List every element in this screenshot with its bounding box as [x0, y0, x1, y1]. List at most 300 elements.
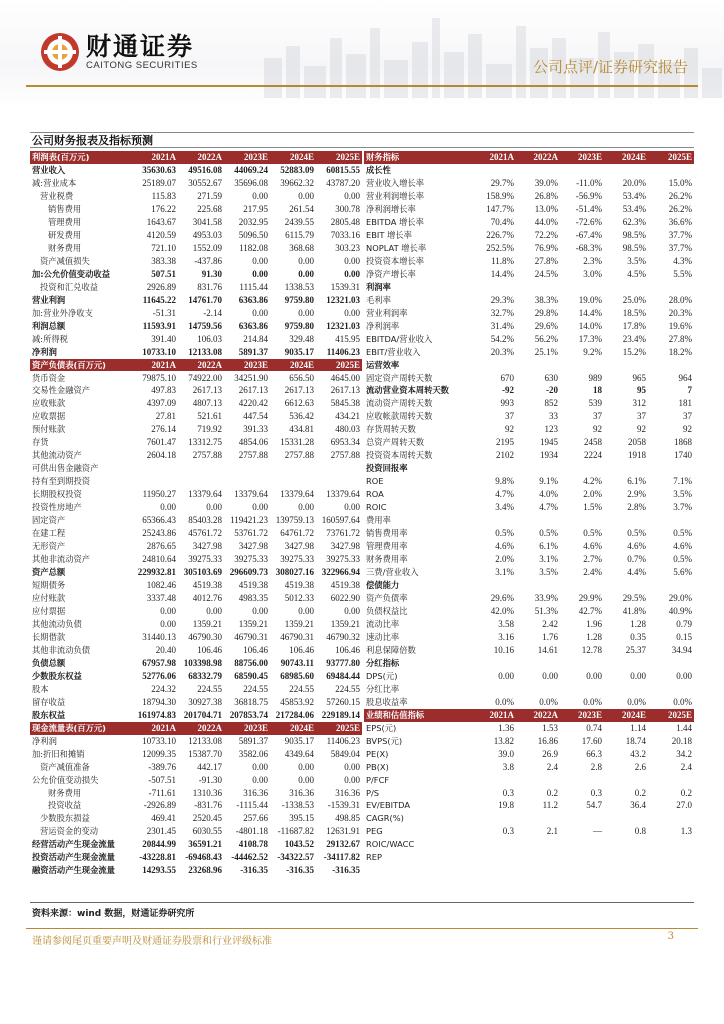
- row-label: 经营活动产生现金流量: [32, 839, 115, 850]
- row-value: [648, 774, 694, 787]
- row-value: [560, 683, 604, 696]
- table-row: [364, 307, 694, 320]
- row-value: -1115.44: [236, 800, 268, 811]
- row-value: —: [593, 826, 602, 837]
- table-row: [30, 592, 362, 605]
- row-value: 4220.42: [238, 398, 268, 409]
- row-value: [604, 462, 648, 475]
- source-note: 资料来源：wind 数据，财通证券研究所: [32, 909, 195, 919]
- table-row: [30, 670, 362, 683]
- row-value: -1539.31: [327, 800, 360, 811]
- row-value: 296609.73: [229, 567, 268, 578]
- row-label: 投资回报率: [366, 463, 408, 474]
- row-value: 498.85: [335, 813, 360, 824]
- row-value: 469.41: [151, 813, 176, 824]
- row-value: 226.7%: [486, 229, 514, 240]
- row-value: 271.59: [197, 190, 222, 201]
- row-value: 224.55: [197, 683, 222, 694]
- row-value: 25.0%: [622, 294, 646, 305]
- row-value: [516, 851, 560, 864]
- row-value: 2.4: [680, 761, 692, 772]
- row-value: 106.46: [335, 644, 360, 655]
- row-value: 24810.64: [142, 554, 176, 565]
- row-value: 0.35: [630, 631, 646, 642]
- row-value: [132, 475, 178, 488]
- row-value: 6030.55: [192, 826, 222, 837]
- section-title: 公司财务报表及指标预测: [30, 132, 694, 148]
- year-column-header: 2023E: [224, 359, 270, 372]
- row-value: 36818.75: [234, 696, 268, 707]
- financial-indicators-table: [364, 151, 694, 864]
- table-header-row: [364, 151, 694, 164]
- row-value: 442.17: [197, 761, 222, 772]
- row-value: 15331.28: [280, 437, 314, 448]
- row-label: 资产负债率: [366, 592, 408, 603]
- table-row: [30, 644, 362, 657]
- row-label: 加:折旧和摊销: [32, 748, 85, 759]
- row-value: 3.5%: [673, 489, 692, 500]
- row-label: 融资活动产生现金流量: [32, 865, 115, 876]
- row-value: [648, 812, 694, 825]
- row-value: 1.28: [630, 618, 646, 629]
- row-value: 9035.17: [284, 735, 314, 746]
- row-value: 964: [678, 372, 692, 383]
- row-value: 0.00: [630, 670, 646, 681]
- row-value: 20844.99: [142, 839, 176, 850]
- row-value: 5845.38: [330, 398, 360, 409]
- row-value: 2617.13: [192, 385, 222, 396]
- row-value: 630: [544, 372, 558, 383]
- table-header-row: [30, 722, 362, 735]
- table-row: [364, 190, 694, 203]
- row-value: 11950.27: [142, 489, 176, 500]
- row-value: [224, 475, 270, 488]
- row-value: -437.86: [194, 255, 222, 266]
- row-label: CAGR(%): [366, 813, 404, 824]
- table-row: [30, 579, 362, 592]
- row-value: 0.00: [252, 761, 268, 772]
- row-value: 35630.63: [142, 165, 176, 175]
- row-value: 0.74: [586, 722, 602, 733]
- row-value: 44.0%: [534, 216, 558, 227]
- row-value: [560, 462, 604, 475]
- table-row: [364, 696, 694, 709]
- row-label: EV/EBITDA: [366, 800, 411, 811]
- row-value: 88756.00: [234, 657, 268, 668]
- row-value: 92: [683, 424, 692, 435]
- row-value: 53.4%: [622, 190, 646, 201]
- row-value: 305103.69: [183, 567, 222, 578]
- row-value: 0.00: [252, 307, 268, 318]
- row-value: 46790.31: [280, 631, 314, 642]
- year-column-header: 2025E: [648, 151, 694, 164]
- row-value: 4120.59: [146, 229, 176, 240]
- row-value: 1359.21: [192, 618, 222, 629]
- table-row: [364, 657, 694, 670]
- table-row: [30, 683, 362, 696]
- row-value: 4854.06: [238, 437, 268, 448]
- row-value: [472, 164, 516, 177]
- row-value: 4349.64: [284, 748, 314, 759]
- row-value: 14.61: [537, 644, 558, 655]
- row-value: 4953.03: [192, 229, 222, 240]
- table-row: [30, 333, 362, 346]
- row-value: 225.68: [197, 203, 222, 214]
- row-label: 销售费用: [48, 203, 82, 214]
- row-value: 17.3%: [578, 333, 602, 344]
- row-value: 0.00: [298, 190, 314, 201]
- row-value: 4645.00: [330, 372, 360, 383]
- row-value: 26.2%: [668, 203, 692, 214]
- row-value: 0.00: [298, 307, 314, 318]
- table-header-title: 财务指标: [364, 151, 472, 164]
- row-value: 12099.35: [142, 748, 176, 759]
- row-value: 19.0%: [578, 294, 602, 305]
- row-value: 158.9%: [486, 190, 514, 201]
- row-label: 投资和汇兑收益: [40, 281, 99, 292]
- row-value: 26.8%: [534, 190, 558, 201]
- row-value: 0.00: [298, 774, 314, 785]
- row-value: 74922.00: [188, 372, 222, 383]
- row-value: 0.2: [634, 787, 646, 798]
- row-value: [516, 657, 560, 670]
- row-value: 0.5%: [627, 528, 646, 539]
- table-row: [30, 229, 362, 242]
- row-label: 股本: [32, 683, 49, 694]
- row-value: 60815.55: [326, 165, 360, 175]
- row-value: 9.8%: [495, 476, 514, 487]
- row-value: 1359.21: [330, 618, 360, 629]
- row-value: 2.8%: [627, 502, 646, 513]
- row-value: 4.3%: [673, 255, 692, 266]
- row-value: [472, 774, 516, 787]
- row-value: [560, 812, 604, 825]
- year-column-header: 2023E: [560, 151, 604, 164]
- row-value: [560, 164, 604, 177]
- table-row: [364, 488, 694, 501]
- row-value: -2926.89: [143, 800, 176, 811]
- row-value: 4012.76: [192, 592, 222, 603]
- row-value: 72.2%: [534, 229, 558, 240]
- row-value: 147.7%: [486, 203, 514, 214]
- row-value: [516, 514, 560, 527]
- row-value: 0.3: [590, 787, 602, 798]
- row-value: [604, 851, 648, 864]
- row-value: 28.0%: [668, 294, 692, 305]
- table-row: [364, 501, 694, 514]
- row-value: 3041.58: [192, 216, 222, 227]
- row-value: 4807.13: [192, 398, 222, 409]
- row-value: [472, 812, 516, 825]
- row-label: 应收票据: [32, 411, 66, 422]
- row-label: 净利润率: [366, 320, 400, 331]
- row-value: 9.1%: [539, 476, 558, 487]
- row-value: 90743.11: [280, 657, 314, 668]
- table-row: [364, 177, 694, 190]
- row-value: 11406.23: [326, 735, 360, 746]
- row-value: 76.9%: [534, 242, 558, 253]
- row-value: 3.58: [498, 618, 514, 629]
- table-row: [30, 812, 362, 825]
- row-value: 0.2: [546, 787, 558, 798]
- row-value: 37.7%: [668, 242, 692, 253]
- table-row: [364, 799, 694, 812]
- row-value: 11406.23: [326, 346, 360, 357]
- table-row: [364, 449, 694, 462]
- row-label: ROIC: [366, 502, 387, 513]
- table-row: [30, 410, 362, 423]
- row-value: 0.00: [344, 268, 360, 279]
- row-value: 0.00: [344, 307, 360, 318]
- row-value: [224, 462, 270, 475]
- row-value: 0.0%: [673, 696, 692, 707]
- row-value: 6363.86: [238, 320, 268, 331]
- row-value: 5891.37: [238, 346, 268, 357]
- table-row: [30, 462, 362, 475]
- row-value: 2520.45: [192, 813, 222, 824]
- table-row: [30, 281, 362, 294]
- row-value: 2617.13: [284, 385, 314, 396]
- row-value: [316, 475, 362, 488]
- row-value: 0.7%: [627, 554, 646, 565]
- row-value: 0.0%: [539, 696, 558, 707]
- row-value: 3427.98: [192, 541, 222, 552]
- table-row: [30, 488, 362, 501]
- row-value: 2.7%: [583, 554, 602, 565]
- row-value: 106.46: [289, 644, 314, 655]
- row-label: 股息收益率: [366, 696, 408, 707]
- row-value: 2.6: [634, 761, 646, 772]
- row-value: 30927.38: [188, 696, 222, 707]
- row-value: 1043.52: [284, 839, 314, 850]
- row-value: [604, 359, 648, 372]
- row-value: 42.0%: [490, 605, 514, 616]
- row-value: 54.7: [586, 800, 602, 811]
- row-value: 27.8%: [668, 333, 692, 344]
- row-value: 4.0%: [539, 489, 558, 500]
- row-value: 51.3%: [534, 605, 558, 616]
- table-row: [30, 735, 362, 748]
- row-value: 0.00: [344, 761, 360, 772]
- row-label: 加:营业外净收支: [32, 307, 93, 318]
- row-value: 176.22: [151, 203, 176, 214]
- row-value: [516, 579, 560, 592]
- table-row: [30, 397, 362, 410]
- row-label: 加:公允价值变动收益: [32, 268, 110, 279]
- row-value: 1539.31: [330, 281, 360, 292]
- row-label: 短期债务: [32, 580, 66, 590]
- row-value: 4519.38: [238, 580, 268, 590]
- row-value: 14.0%: [578, 320, 602, 331]
- row-value: 6115.79: [285, 229, 314, 240]
- row-value: 10.16: [493, 644, 514, 655]
- row-value: 67957.98: [142, 657, 176, 668]
- company-logo: [40, 32, 198, 72]
- table-row: [30, 696, 362, 709]
- row-value: 24.5%: [534, 268, 558, 279]
- row-value: 4519.38: [192, 580, 222, 590]
- year-column-header: 2023E: [224, 151, 270, 164]
- row-value: 39275.33: [326, 554, 360, 565]
- row-value: 0.00: [252, 190, 268, 201]
- row-label: 留存收益: [32, 696, 66, 707]
- row-value: 316.36: [335, 787, 360, 798]
- row-value: 1.96: [586, 618, 602, 629]
- table-row: [364, 774, 694, 787]
- row-value: 79875.10: [142, 372, 176, 383]
- row-value: 13.0%: [534, 203, 558, 214]
- row-label: 投资活动产生现金流量: [32, 852, 115, 863]
- row-value: 0.5%: [495, 528, 514, 539]
- table-row: [364, 281, 694, 294]
- year-column-header: 2022A: [516, 151, 560, 164]
- row-value: 27.8%: [534, 255, 558, 266]
- table-row: [364, 761, 694, 774]
- row-value: 42.7%: [578, 605, 602, 616]
- row-value: 68332.79: [188, 670, 222, 681]
- row-value: 0.00: [252, 605, 268, 616]
- row-label: 营业利润: [32, 294, 66, 305]
- row-value: 1643.67: [146, 216, 176, 227]
- row-value: 1918: [628, 450, 646, 461]
- row-value: 32.7%: [490, 307, 514, 318]
- row-value: [472, 462, 516, 475]
- year-column-header: 2024E: [604, 709, 648, 722]
- table-row: [364, 631, 694, 644]
- row-value: 39275.33: [188, 554, 222, 565]
- row-label: 交易性金融资产: [32, 385, 91, 396]
- table-row: [364, 268, 694, 281]
- row-value: 0.00: [206, 605, 222, 616]
- row-value: 68985.60: [280, 670, 314, 681]
- table-row: [30, 527, 362, 540]
- row-value: 34251.90: [234, 372, 268, 383]
- row-value: 160597.64: [321, 515, 360, 526]
- row-value: 25243.86: [142, 528, 176, 539]
- row-value: 5.6%: [673, 567, 692, 578]
- table-row: [30, 631, 362, 644]
- row-value: 95: [637, 385, 646, 396]
- row-value: 0.00: [344, 190, 360, 201]
- row-value: 2.0%: [495, 554, 514, 565]
- row-value: 6612.63: [284, 398, 314, 409]
- row-value: 303.23: [335, 242, 360, 253]
- table-row: [364, 748, 694, 761]
- row-value: 1740: [674, 450, 692, 461]
- table-row: [364, 735, 694, 748]
- row-value: 53.4%: [622, 203, 646, 214]
- row-label: 总资产周转天数: [366, 437, 425, 448]
- row-value: 69484.44: [326, 670, 360, 681]
- row-label: 净资产增长率: [366, 268, 416, 279]
- row-value: -51.31: [152, 307, 176, 318]
- row-value: 3.4%: [495, 502, 514, 513]
- row-value: 70.4%: [490, 216, 514, 227]
- row-value: 5849.04: [330, 748, 360, 759]
- row-value: [472, 657, 516, 670]
- page-number: 3: [667, 931, 674, 942]
- row-value: 0.00: [252, 268, 268, 279]
- row-value: 2604.18: [146, 450, 176, 461]
- row-label: REP: [366, 852, 383, 863]
- row-value: 18.74: [625, 735, 646, 746]
- row-value: 0.0%: [627, 696, 646, 707]
- row-value: 7033.16: [330, 229, 360, 240]
- row-value: [472, 683, 516, 696]
- table-row: [30, 423, 362, 436]
- row-value: 4.6%: [673, 541, 692, 552]
- row-value: 1.3: [680, 826, 692, 837]
- row-value: 5096.50: [238, 229, 268, 240]
- row-value: 92: [505, 424, 514, 435]
- row-value: 34.2: [676, 748, 692, 759]
- row-value: 434.21: [335, 411, 360, 422]
- row-value: 383.38: [151, 255, 176, 266]
- row-value: 368.68: [289, 242, 314, 253]
- table-row: [30, 307, 362, 320]
- table-row: [30, 475, 362, 488]
- row-value: 2.1: [546, 826, 558, 837]
- row-value: 965: [632, 372, 646, 383]
- table-row: [364, 838, 694, 851]
- row-label: BVPS(元): [366, 735, 403, 746]
- row-label: PE(X): [366, 748, 389, 759]
- table-row: [30, 709, 362, 722]
- row-value: 3427.98: [330, 541, 360, 552]
- row-value: 30552.67: [188, 177, 222, 188]
- row-value: 831.76: [197, 281, 222, 292]
- row-value: 0.00: [586, 670, 602, 681]
- row-value: 316.36: [289, 787, 314, 798]
- row-value: 4.6%: [495, 541, 514, 552]
- year-column-header: 2023E: [560, 709, 604, 722]
- row-label: 净利润: [32, 346, 57, 357]
- row-value: [604, 514, 648, 527]
- row-value: 54.2%: [490, 333, 514, 344]
- row-value: 62.3%: [622, 216, 646, 227]
- table-row: [364, 371, 694, 384]
- row-value: [316, 462, 362, 475]
- row-label: EPS(元): [366, 722, 397, 733]
- row-value: 1.76: [542, 631, 558, 642]
- row-value: 507.51: [151, 268, 176, 279]
- row-value: [516, 164, 560, 177]
- table-header-row: [30, 151, 362, 164]
- row-value: [560, 579, 604, 592]
- row-value: 11645.22: [142, 294, 176, 305]
- row-value: 2.3%: [583, 255, 602, 266]
- row-value: -11.0%: [576, 177, 602, 188]
- row-value: 217284.06: [275, 709, 314, 720]
- row-value: 15.2%: [622, 346, 646, 357]
- row-label: 财务费用率: [366, 554, 408, 565]
- row-value: 3.8: [502, 761, 514, 772]
- row-value: 1115.44: [239, 281, 268, 292]
- row-value: 14.4%: [490, 268, 514, 279]
- row-label: PB(X): [366, 761, 389, 772]
- row-value: 106.03: [197, 333, 222, 344]
- row-value: 721.10: [151, 242, 176, 253]
- row-value: 0.00: [298, 255, 314, 266]
- row-value: 2.42: [542, 618, 558, 629]
- row-value: 23268.96: [188, 865, 222, 876]
- row-value: 2757.88: [284, 450, 314, 461]
- row-value: 18: [593, 385, 602, 396]
- row-value: 447.54: [243, 411, 268, 422]
- row-value: [560, 851, 604, 864]
- year-column-header: 2025E: [648, 709, 694, 722]
- row-label: 流动比率: [366, 618, 400, 629]
